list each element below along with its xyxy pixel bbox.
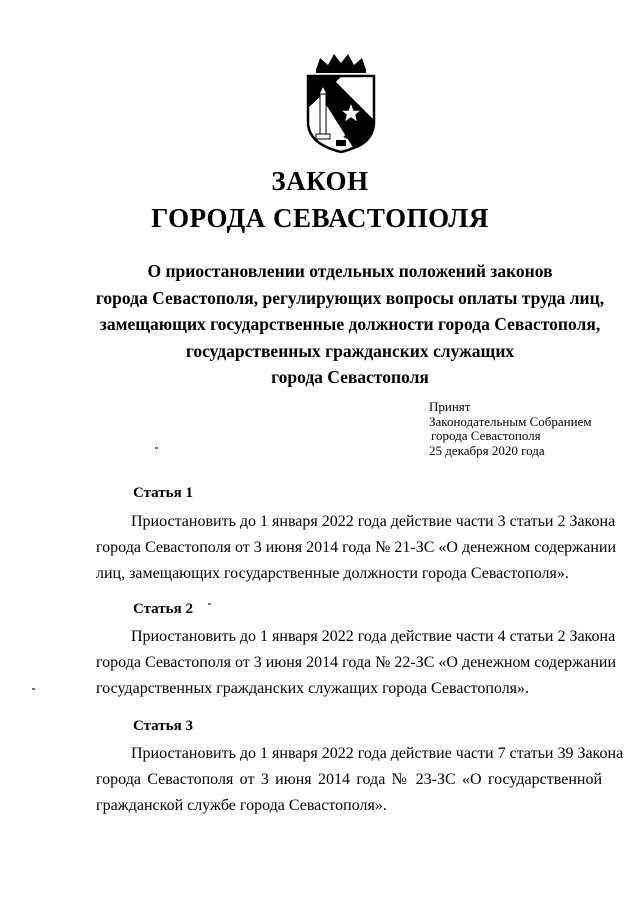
subject-line: О приостановлении отдельных положений законов [147,261,553,281]
article-line: Приостановить до 1 января 2022 года действие части 7 статьи 39 Закона [131,745,624,762]
scan-speck [208,603,211,605]
article-line: города Севастополя от 3 июня 2014 года № 23-ЗС «О государственной [96,771,602,788]
adoption-line: города Севастополя [431,428,541,443]
city-title: ГОРОДА СЕВАСТОПОЛЯ [151,203,489,233]
subject-line: города Севастополя [271,367,429,387]
law-subject-heading [70,258,630,391]
article-3-text [96,741,624,819]
subject-line: государственных гражданских служащих [185,340,515,361]
adoption-line: Принят [429,399,471,414]
article-3-title: Статья 3 [133,718,193,734]
article-line: государственных гражданских служащих города Севастополя». [96,680,530,697]
article-line: Приостановить до 1 января 2022 года действие части 3 статьи 2 Закона [131,513,616,530]
adoption-stamp [429,400,592,458]
article-2-title: Статья 2 [133,601,193,617]
document-type-title: ЗАКОН [271,166,369,196]
article-1-title: Статья 1 [133,485,193,501]
article-line: гражданской службе города Севастополя». [96,797,387,814]
article-line: города Севастополя от 3 июня 2014 года № 21-ЗС «О денежном содержании [96,539,617,556]
article-line: Приостановить до 1 января 2022 года действие части 4 статьи 2 Закона [131,628,616,645]
article-1-text [96,509,617,587]
article-2-text [96,624,617,702]
scan-speck [155,447,158,449]
sevastopol-coat-of-arms-icon [296,52,386,154]
article-line: лиц, замещающих государственные должности города Севастополя». [96,565,569,582]
adoption-date: 25 декабря 2020 года [429,442,545,458]
subject-line: замещающих государственные должности города Севастополя, [99,314,601,334]
article-line: города Севастополя от 3 июня 2014 года № 22-ЗС «О денежном содержании [96,654,617,671]
scan-speck [32,688,35,690]
adoption-line: Законодательным Собранием [429,413,592,429]
subject-line: города Севастополя, регулирующих вопросы оплаты труда лиц, [95,287,605,308]
